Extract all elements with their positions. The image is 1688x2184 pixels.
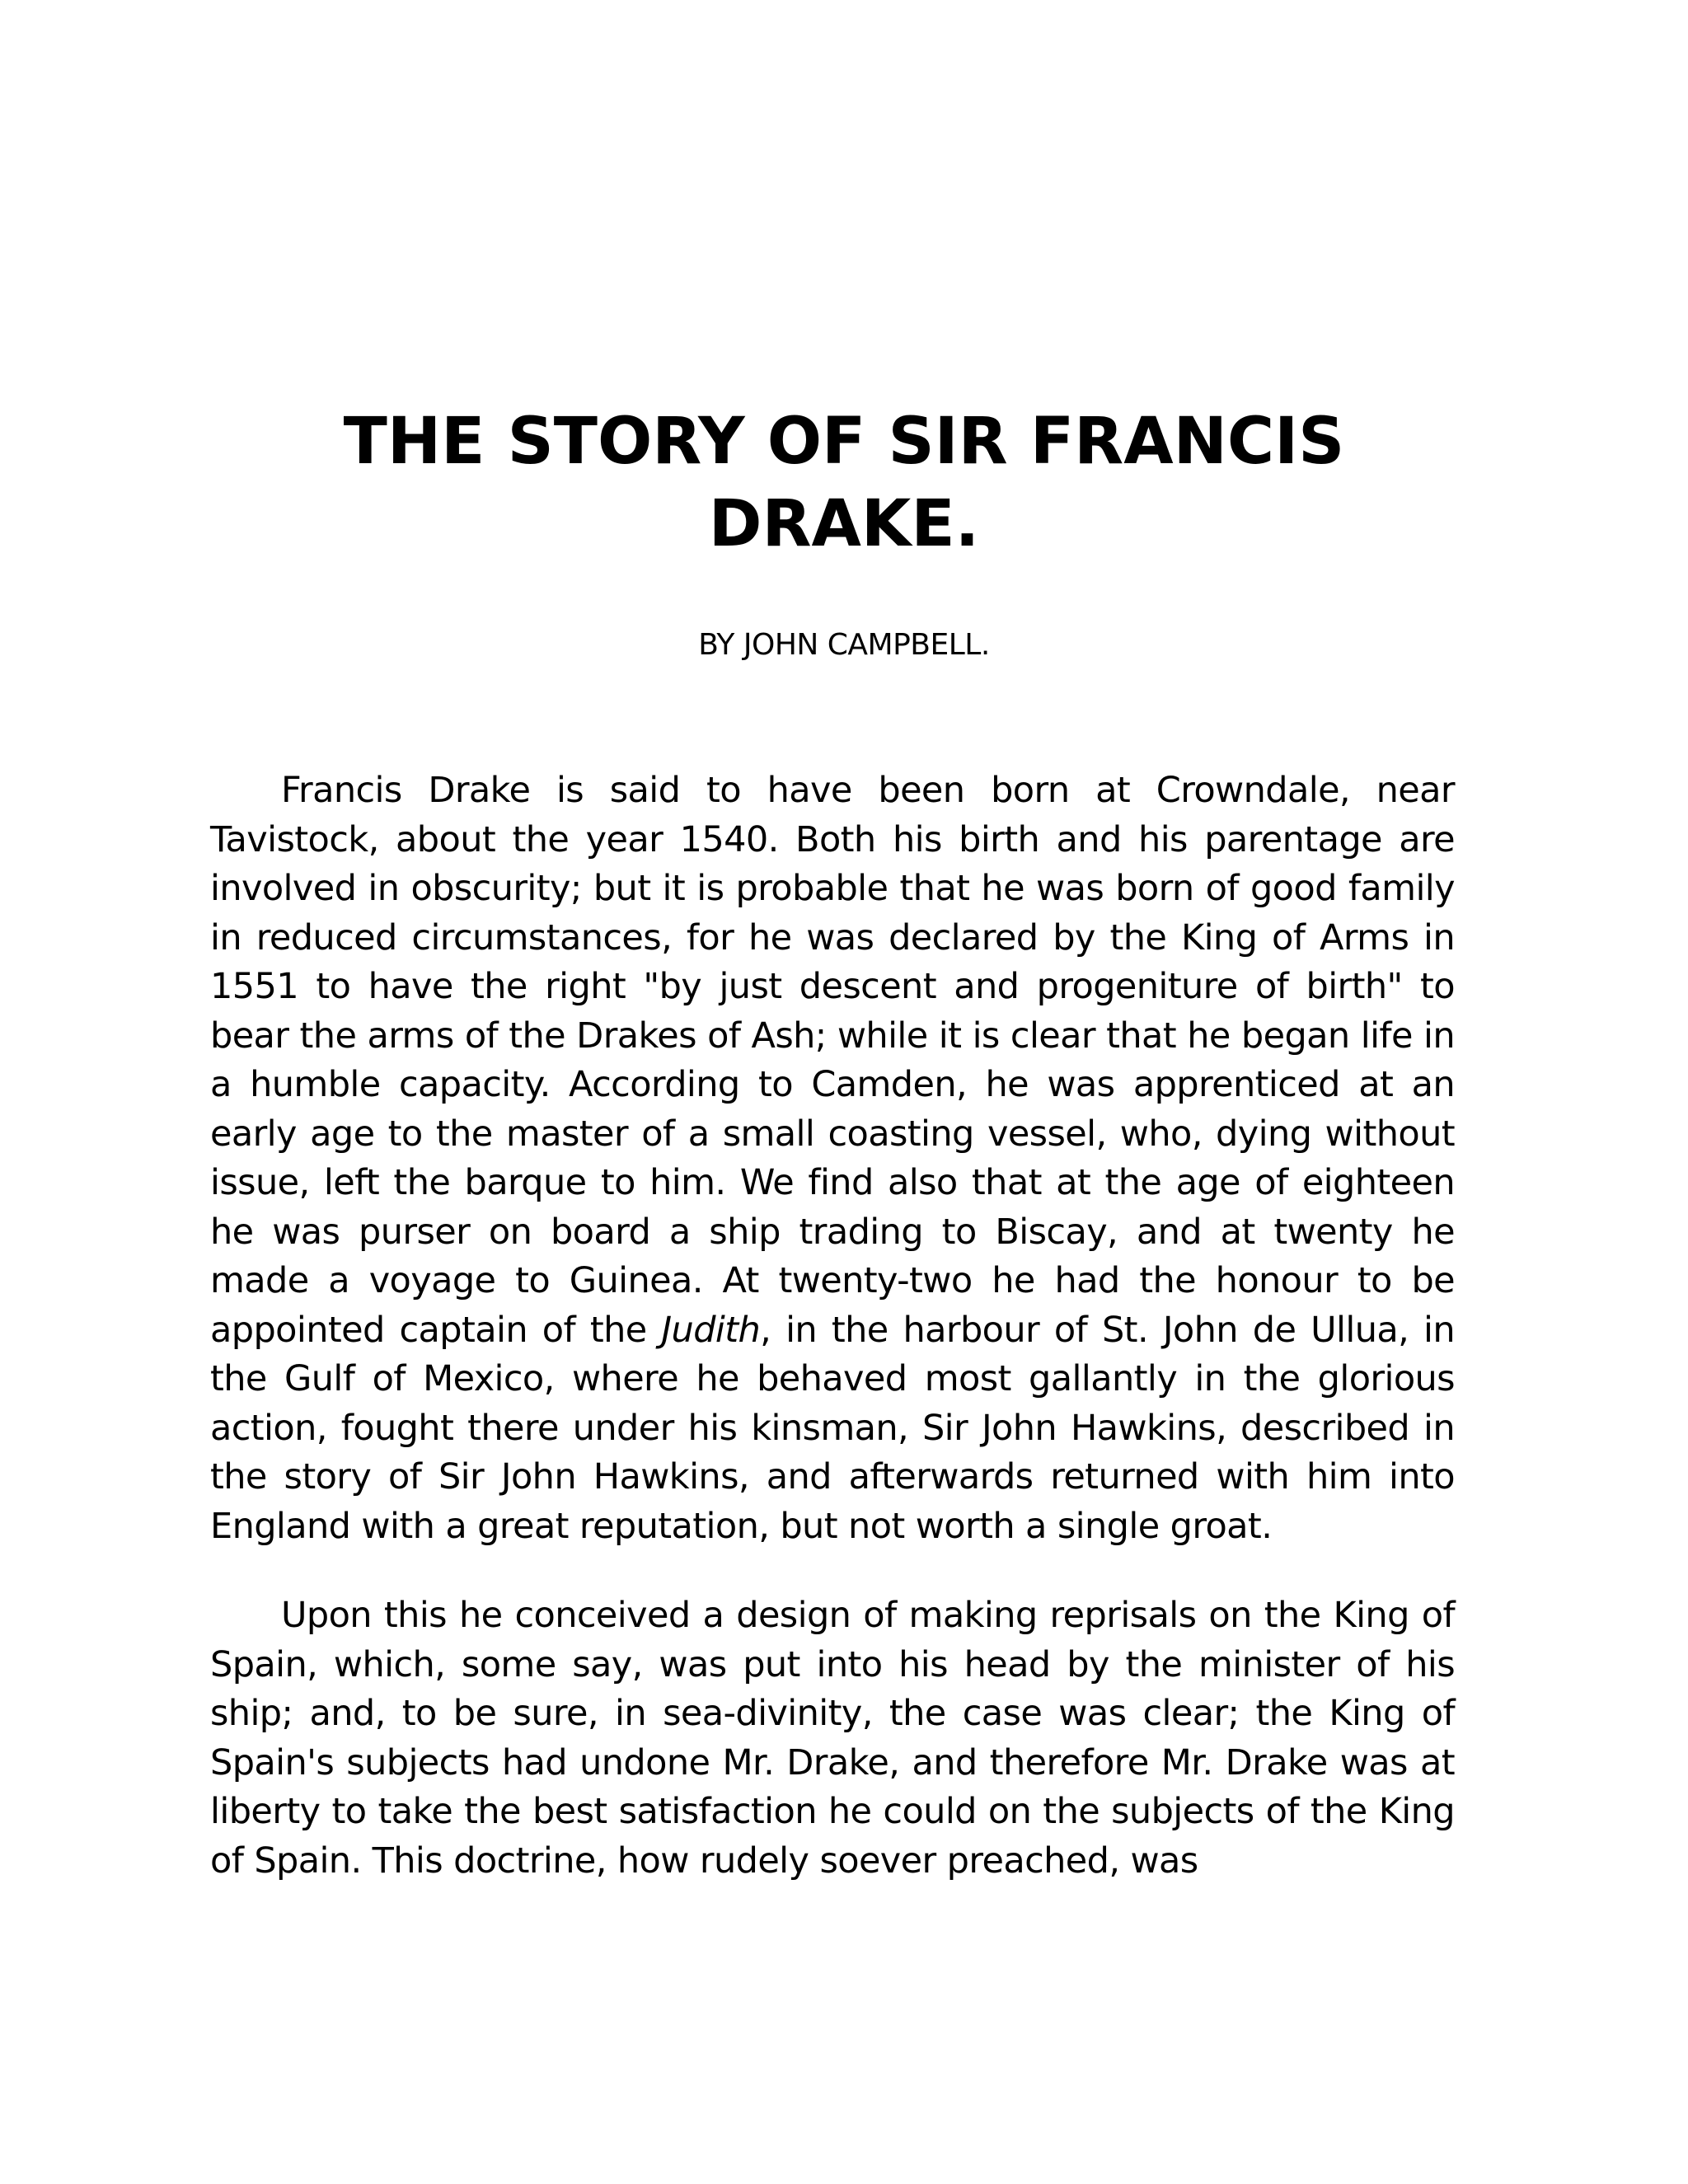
ship-name-italic: Judith — [661, 1309, 761, 1351]
paragraph-1-text-start: Francis Drake is said to have been born at Crowndale, near Tavistock, about the year 1540. Both his birth and his parentage are involved in obscurity; but it is probable that he was born of good family in reduced circumstances, for he was declared by the King of Arms in 1551 to have the right "by just descent and progeniture of birth" to bear the arms of the Drakes of Ash; while it is clear that he began life in a humble capacity. According to Camden, he was apprenticed at an early age to the master of a small coasting vessel, who, dying without issue, left the barque to him. We find also that at the age of eighteen he was purser on board a ship trading to Biscay, and at twenty he made a voyage to Guinea. At twenty-two he had the honour to be appointed captain of the — [210, 770, 1455, 1351]
author-line: BY JOHN CAMPBELL. — [698, 628, 990, 662]
body-text — [210, 766, 1455, 1886]
paragraph-1-text-end: , in the harbour of St. John de Ullua, in the Gulf of Mexico, where he behaved most gallantly in the glorious action, fought there under his kinsman, Sir John Hawkins, described in the story of Sir John Hawkins, and afterwards returned with him into England with a great reputation, but not worth a single groat. — [210, 1309, 1455, 1547]
paragraph-1 — [210, 766, 1455, 1551]
page-title: THE STORY OF SIR FRANCIS DRAKE. — [343, 405, 1345, 561]
paragraph-2: Upon this he conceived a design of making reprisals on the King of Spain, which, some say, was put into his head by the minister of his ship; and, to be sure, in sea-divinity, the case was clear; the King of Spain's subjects had undone Mr. Drake, and therefore Mr. Drake was at liberty to take the best satisfaction he could on the subjects of the King of Spain. This doctrine, how rudely soever preached, was — [210, 1595, 1455, 1882]
